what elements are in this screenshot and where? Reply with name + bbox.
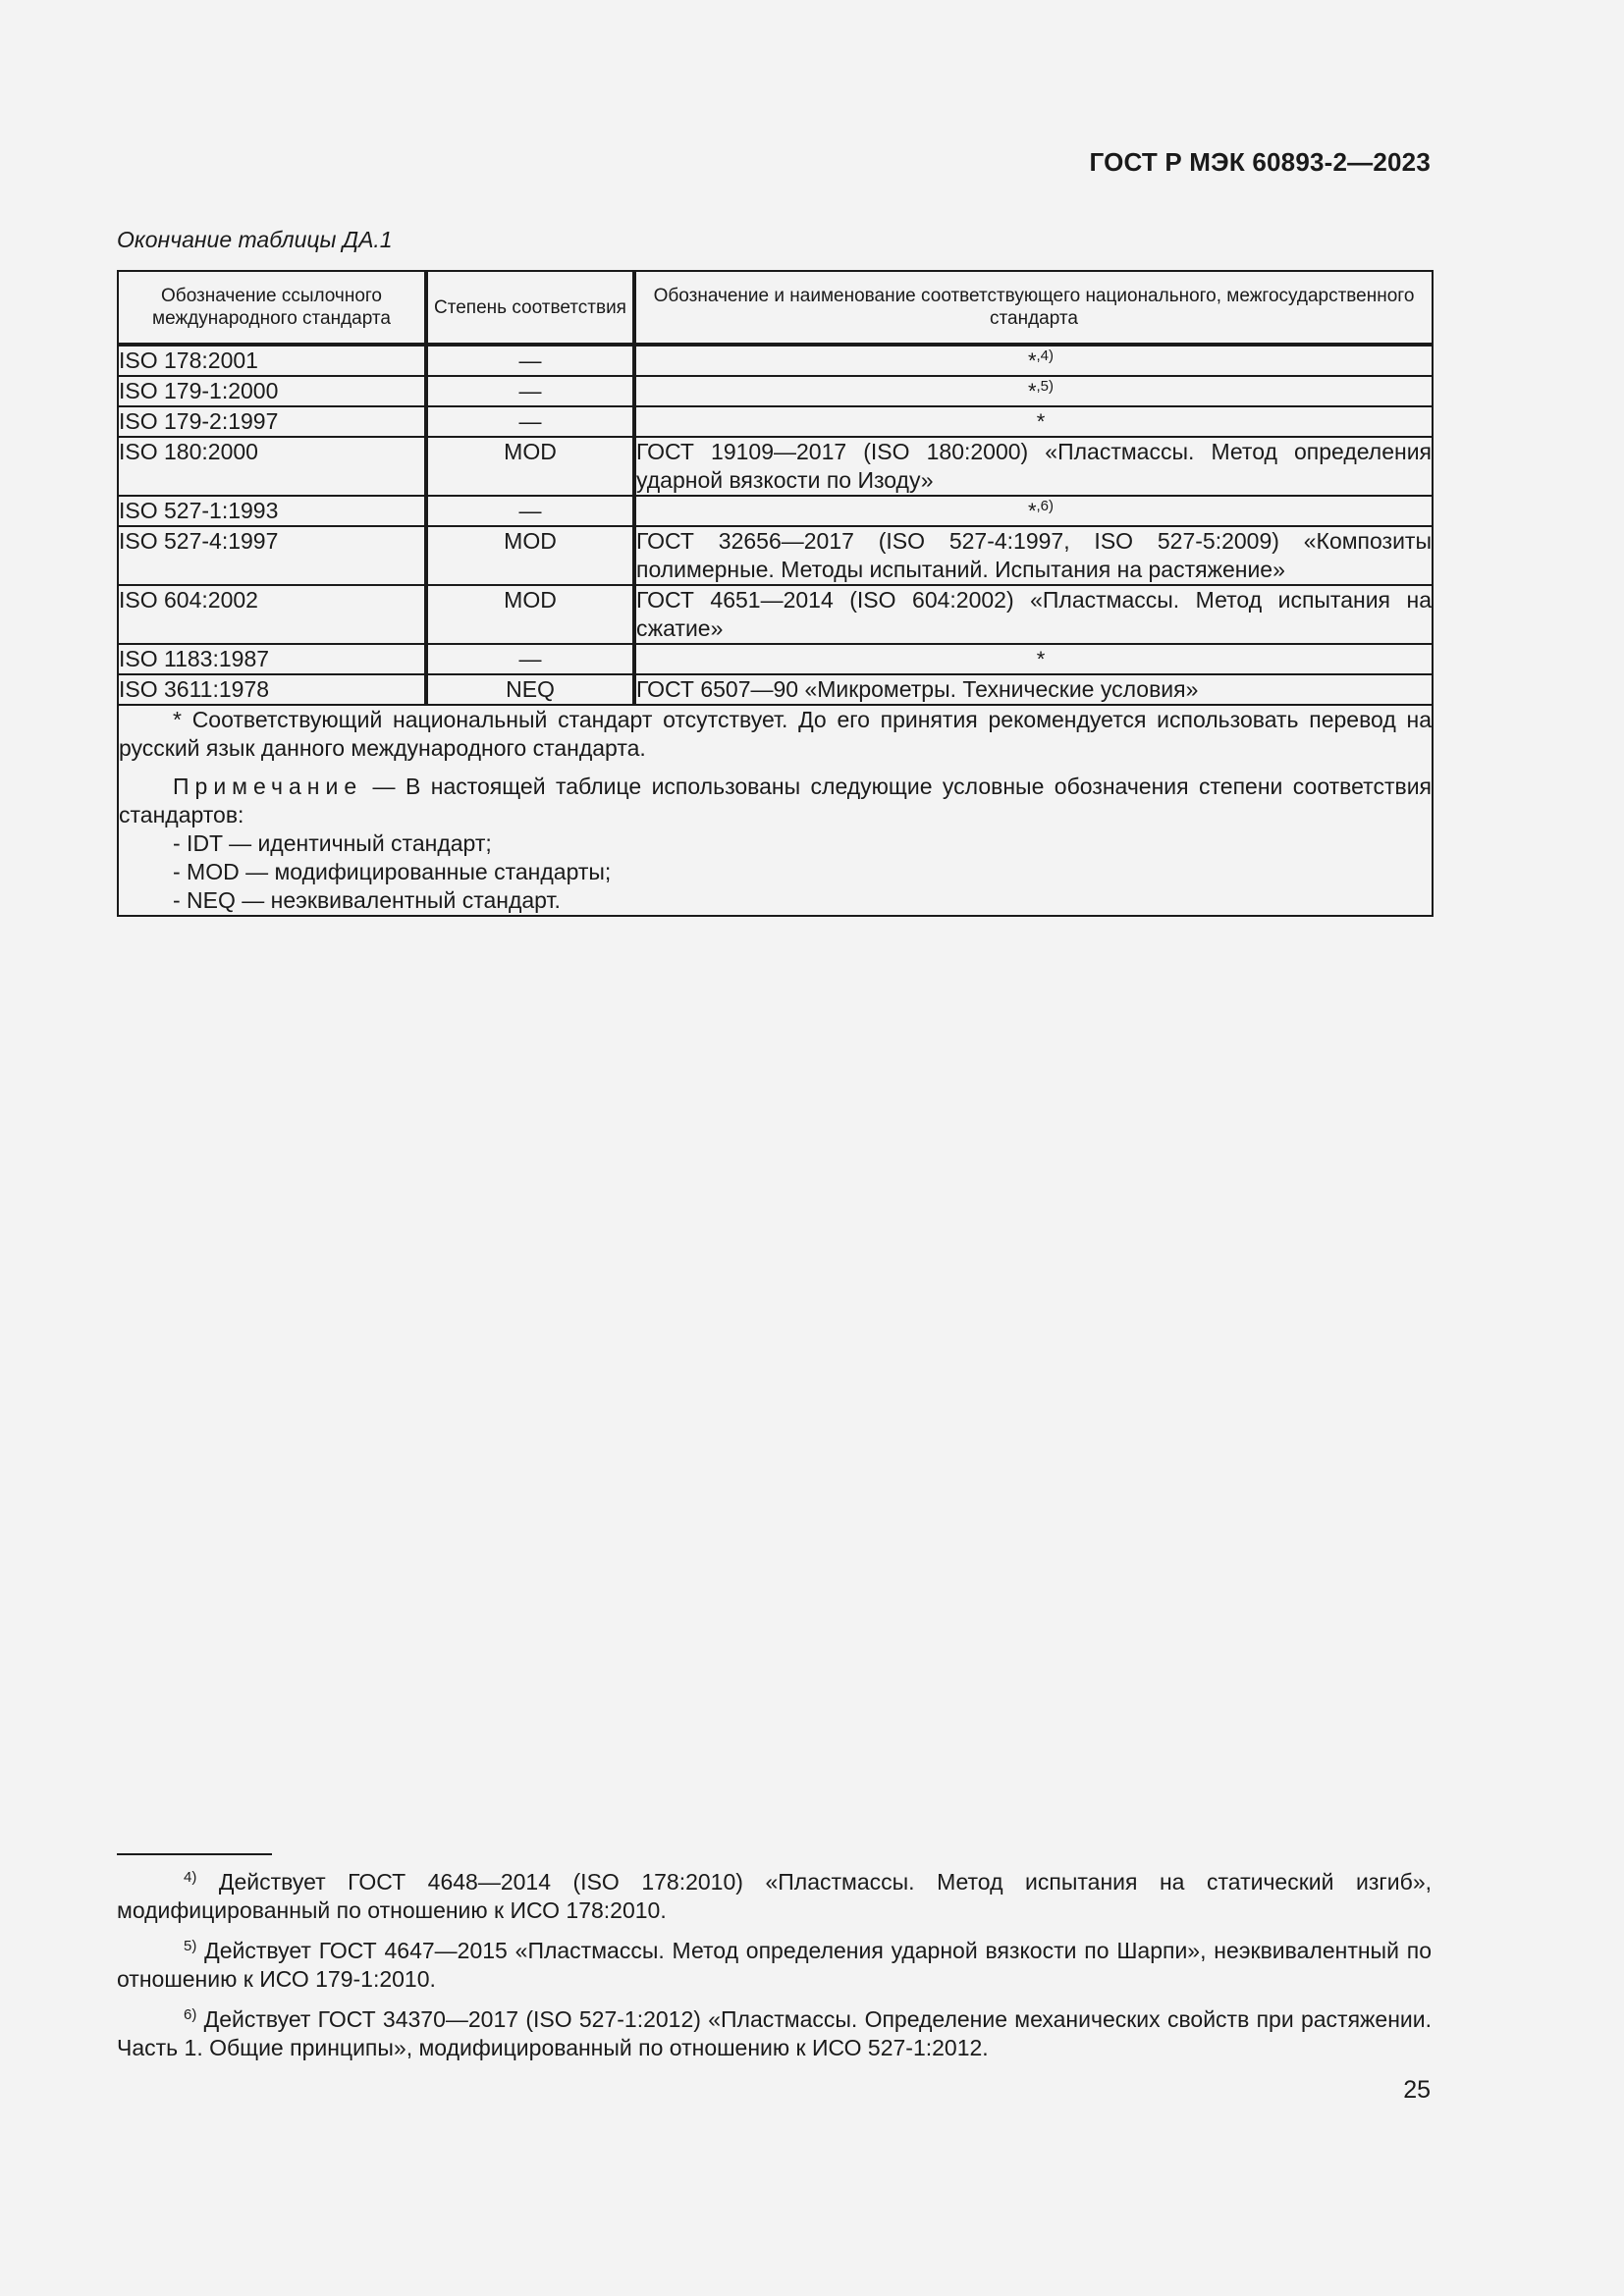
note-list-item: - NEQ — неэквивалентный стандарт.: [173, 887, 561, 913]
footnote-text: Действует ГОСТ 4648—2014 (ISO 178:2010) «Пластмассы. Метод испытания на статический изгиб», модифицированный по отношению к ИСО 178:2010.: [117, 1869, 1432, 1923]
note-text: — В настоящей таблице использованы следующие условные обозначения степени соответствия стандартов:: [119, 774, 1432, 828]
table-body: [118, 345, 1433, 916]
table-row: [118, 437, 1433, 496]
table-row: [118, 345, 1433, 376]
table-notes-cell: [118, 705, 1433, 916]
asterisk-mark: *: [1027, 379, 1037, 403]
table-row: [118, 496, 1433, 526]
national-standard-cell: ГОСТ 4651—2014 (ISO 604:2002) «Пластмассы. Метод испытания на сжатие»: [634, 585, 1433, 644]
national-standard-cell: [634, 345, 1433, 376]
footnote-ref: ,4): [1036, 347, 1055, 364]
table-notes-row: [118, 705, 1433, 916]
table-row: [118, 644, 1433, 674]
national-standard-cell: ГОСТ 6507—90 «Микрометры. Технические условия»: [634, 674, 1433, 705]
degree-cell: MOD: [426, 437, 634, 496]
footnote-ref: ,5): [1036, 378, 1055, 395]
footnote-text: Действует ГОСТ 34370—2017 (ISO 527-1:2012) «Пластмассы. Определение механических свойств при растяжении. Часть 1. Общие принципы», модифицированный по отношению к ИСО 527-1:2012.: [117, 2006, 1432, 2060]
table-row: [118, 585, 1433, 644]
reference-standard-cell: ISO 3611:1978: [118, 674, 426, 705]
note-paragraph: [119, 773, 1432, 829]
table-row: [118, 406, 1433, 437]
note-list-item: - MOD — модифицированные стандарты;: [173, 859, 612, 884]
footnote: [117, 2005, 1432, 2062]
table-row: [118, 526, 1433, 585]
degree-cell: MOD: [426, 585, 634, 644]
asterisk-mark: *: [1036, 647, 1046, 671]
column-header-degree: Степень соответствия: [426, 271, 634, 345]
degree-cell: —: [426, 406, 634, 437]
reference-standard-cell: ISO 179-2:1997: [118, 406, 426, 437]
asterisk-mark: *: [1036, 409, 1046, 434]
footnote-mark: 5): [184, 1938, 197, 1954]
footnote-text: Действует ГОСТ 4647—2015 «Пластмассы. Метод определения ударной вязкости по Шарпи», неэквивалентный по отношению к ИСО 179-1:2010.: [117, 1938, 1432, 1992]
reference-standard-cell: ISO 604:2002: [118, 585, 426, 644]
standards-table: [117, 270, 1434, 917]
national-standard-cell: [634, 644, 1433, 674]
reference-standard-cell: ISO 1183:1987: [118, 644, 426, 674]
degree-cell: —: [426, 644, 634, 674]
note-label: Примечание: [173, 774, 363, 799]
reference-standard-cell: ISO 527-1:1993: [118, 496, 426, 526]
footnote: [117, 1937, 1432, 1994]
document-header: ГОСТ Р МЭК 60893-2—2023: [1089, 147, 1431, 177]
footnote-divider: [117, 1853, 272, 1855]
national-standard-cell: [634, 406, 1433, 437]
reference-standard-cell: ISO 180:2000: [118, 437, 426, 496]
asterisk-mark: *: [1027, 499, 1037, 523]
degree-cell: NEQ: [426, 674, 634, 705]
note-list-item: - IDT — идентичный стандарт;: [173, 830, 492, 856]
reference-standard-cell: ISO 179-1:2000: [118, 376, 426, 406]
footnote-mark: 4): [184, 1869, 197, 1886]
page-number: 25: [1403, 2076, 1431, 2104]
national-standard-cell: ГОСТ 32656—2017 (ISO 527-4:1997, ISO 527-5:2009) «Композиты полимерные. Методы испытаний. Испытания на растяжение»: [634, 526, 1433, 585]
reference-standard-cell: ISO 527-4:1997: [118, 526, 426, 585]
table-caption: Окончание таблицы ДА.1: [117, 227, 393, 252]
star-note: * Соответствующий национальный стандарт отсутствует. До его принятия рекомендуется использовать перевод на русский язык данного международного стандарта.: [119, 707, 1432, 761]
national-standard-cell: [634, 376, 1433, 406]
column-header-reference-standard: Обозначение ссылочного международного стандарта: [118, 271, 426, 345]
footnote-ref: ,6): [1036, 498, 1055, 514]
degree-cell: —: [426, 345, 634, 376]
footnote: [117, 1868, 1432, 1925]
national-standard-cell: [634, 496, 1433, 526]
degree-cell: —: [426, 376, 634, 406]
table-header-row: [118, 271, 1433, 345]
degree-cell: MOD: [426, 526, 634, 585]
footnote-mark: 6): [184, 2006, 197, 2023]
national-standard-cell: ГОСТ 19109—2017 (ISO 180:2000) «Пластмассы. Метод определения ударной вязкости по Изоду»: [634, 437, 1433, 496]
asterisk-mark: *: [1027, 348, 1037, 373]
degree-cell: —: [426, 496, 634, 526]
column-header-national-standard: Обозначение и наименование соответствующего национального, межгосударственного стандарта: [634, 271, 1433, 345]
footnotes: [117, 1868, 1432, 2074]
table-row: [118, 674, 1433, 705]
table-row: [118, 376, 1433, 406]
reference-standard-cell: ISO 178:2001: [118, 345, 426, 376]
